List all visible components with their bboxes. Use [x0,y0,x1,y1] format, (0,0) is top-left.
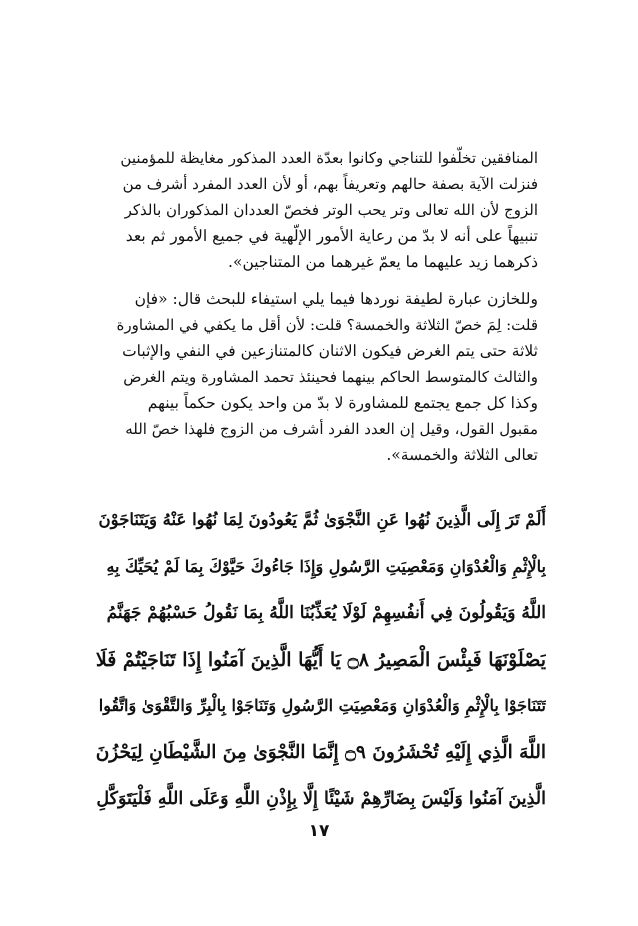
verse-line: تَتَنَاجَوْا بِالْإِثْمِ وَالْعُدْوَانِ وَمَعْصِيَتِ الرَّسُولِ وَتَنَاجَوْا بِالْبِرِّ وَالتَّقْوَىٰ وَاتَّقُوا [98,696,546,715]
verse-line: اللَّهَ الَّذِي إِلَيْهِ تُحْشَرُونَ ۝٩ إِنَّمَا النَّجْوَىٰ مِنَ الشَّيْطَانِ لِيَحْزُنَ [96,741,546,763]
verse-line: يَصْلَوْنَهَا فَبِئْسَ الْمَصِيرُ ۝٨ يَا أَيُّهَا الَّذِينَ آمَنُوا إِذَا تَنَاجَيْتُمْ فَلَا [96,648,546,671]
text-line: والثالث كالمتوسط الحاكم بينهما فحينئذ تحمد المشاورة ويتم الغرض [123,368,538,386]
text-line: الزوج لأن الله تعالى وتر يحب الوتر فخصّ العددان المذكوران بالذكر [124,201,538,219]
commentary-paragraph-1 [112,145,538,275]
text-line: تعالى الثلاثة والخمسة». [386,446,538,464]
text-line: ثلاثة حتى يتم الغرض فيكون الاثنان كالمتنازعين في النفي والإثبات [122,342,538,360]
text-line: مقبول القول، وقيل إن العدد الفرد أشرف من الزوج فلهذا خصّ الله [125,420,538,438]
text-line: وكذا كل جمع يجتمع للمشاورة لا بدّ من واحد يكون حكماً بينهم [147,394,538,412]
text-line: قلت: لِمَ خصّ الثلاثة والخمسة؟ قلت: لأن أقل ما يكفي في المشاورة [116,316,538,334]
page-number: ١٧ [308,821,330,841]
text-line: وللخازن عبارة لطيفة نوردها فيما يلي استيفاء للبحث قال: «فإن [134,290,538,308]
text-line: فنزلت الآية بصفة حالهم وتعريفاً بهم، أو لأن العدد المفرد أشرف من [122,175,538,193]
text-line: ذكرهما زيد عليهما ما يعمّ غيرهما من المتناجين». [228,253,538,271]
verse-line: أَلَمْ تَرَ إِلَى الَّذِينَ نُهُوا عَنِ النَّجْوَىٰ ثُمَّ يَعُودُونَ لِمَا نُهُوا عَنْهُ وَيَتَنَاجَوْنَ [98,510,546,529]
verse-line: الَّذِينَ آمَنُوا وَلَيْسَ بِضَارِّهِمْ شَيْئًا إِلَّا بِإِذْنِ اللَّهِ وَعَلَى اللَّهِ فَلْيَتَوَكَّلِ [96,789,546,809]
quran-verses-block [96,497,546,823]
text-line: المنافقين تخلّفوا للتناجي وكانوا بعدّة العدد المذكور مغايظة للمؤمنين [120,149,538,167]
commentary-paragraph-2 [112,286,538,468]
verse-line: اللَّهُ وَيَقُولُونَ فِي أَنفُسِهِمْ لَوْلَا يُعَذِّبُنَا اللَّهُ بِمَا نَقُولُ حَسْبُهُمْ جَهَنَّمُ [106,603,546,623]
verse-line: بِالْإِثْمِ وَالْعُدْوَانِ وَمَعْصِيَتِ الرَّسُولِ وَإِذَا جَاءُوكَ حَيَّوْكَ بِمَا لَمْ يُحَيِّكَ بِهِ [106,556,546,576]
text-line: تنبيهاً على أنه لا بدّ من رعاية الأمور الإلّهية في جميع الأمور ثم بعد [125,227,538,245]
